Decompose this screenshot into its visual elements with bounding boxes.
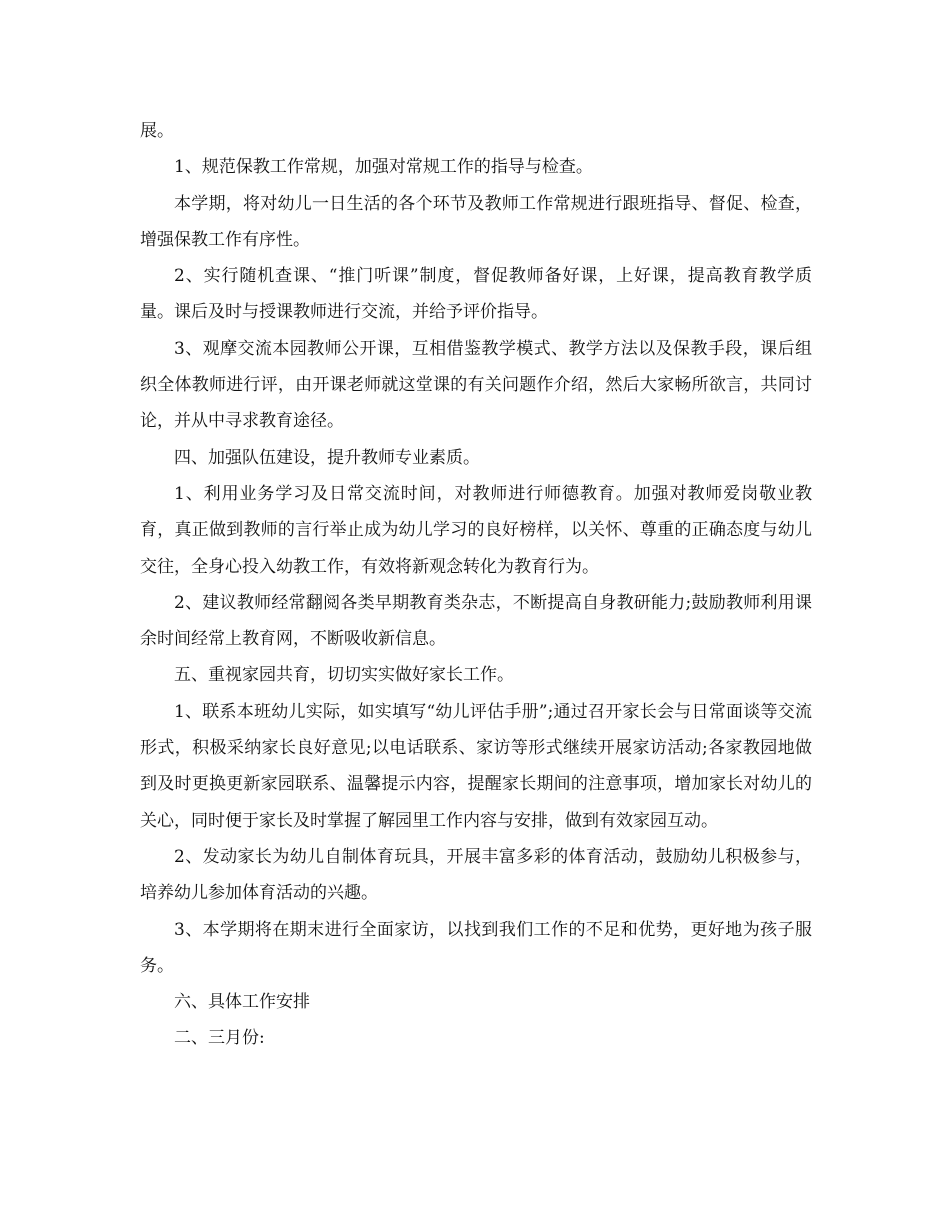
- paragraph-item-2-sports-toys: 2、发动家长为幼儿自制体育玩具，开展丰富多彩的体育活动，鼓励幼儿积极参与，培养幼儿参加体育活动的兴趣。: [140, 846, 812, 904]
- paragraph-item-3-home-visits: 3、本学期将在期末进行全面家访，以找到我们工作的不足和优势，更好地为孩子服务。: [140, 919, 812, 976]
- paragraph-semester-guidance: 本学期，将对幼儿一日生活的各个环节及教师工作常规进行跟班指导、督促、检查，增强保教工作有序性。: [140, 193, 812, 250]
- paragraph-item-2-lesson-check: 2、实行随机查课、“推门听课”制度，督促教师备好课，上好课，提高教育教学质量。课后及时与授课教师进行交流，并给予评价指导。: [140, 266, 812, 323]
- paragraph-continuation: 展。: [140, 121, 174, 141]
- document-body: [140, 113, 812, 1057]
- paragraph-item-1-routine: 1、规范保教工作常规，加强对常规工作的指导与检查。: [174, 157, 593, 178]
- section-heading-team-building: 四、加强队伍建设，提升教师专业素质。: [174, 447, 480, 468]
- section-heading-schedule: 六、具体工作安排: [174, 992, 310, 1013]
- schedule-month-heading: 二、三月份:: [174, 1028, 265, 1049]
- paragraph-item-3-open-class: 3、观摩交流本园教师公开课，互相借鉴教学模式、教学方法以及保教手段，课后组织全体教师进行评，由开课老师就这堂课的有关问题作介绍，然后大家畅所欲言，共同讨论，并从中寻求教育途径。: [140, 338, 812, 432]
- section-heading-home-school: 五、重视家园共育，切切实实做好家长工作。: [174, 665, 514, 686]
- paragraph-item-1-ethics: 1、利用业务学习及日常交流时间，对教师进行师德教育。加强对教师爱岗敬业教育，真正做到教师的言行举止成为幼儿学习的良好榜样，以关怀、尊重的正确态度与幼儿交往，全身心投入幼教工作，有效将新观念转化为教育行为。: [140, 483, 812, 577]
- paragraph-item-2-research: 2、建议教师经常翻阅各类早期教育类杂志，不断提高自身教研能力;鼓励教师利用课余时间经常上教育网，不断吸收新信息。: [140, 592, 812, 650]
- paragraph-item-1-parents: 1、联系本班幼儿实际，如实填写“幼儿评估手册”;通过召开家长会与日常面谈等交流形式，积极采纳家长良好意见;以电话联系、家访等形式继续开展家访活动;各家教园地做到及时更换更新家园联系、温馨提示内容，提醒家长期间的注意事项，增加家长对幼儿的关心，同时便于家长及时掌握了解园里工作内容与安排，做到有效家园互动。: [140, 701, 812, 831]
